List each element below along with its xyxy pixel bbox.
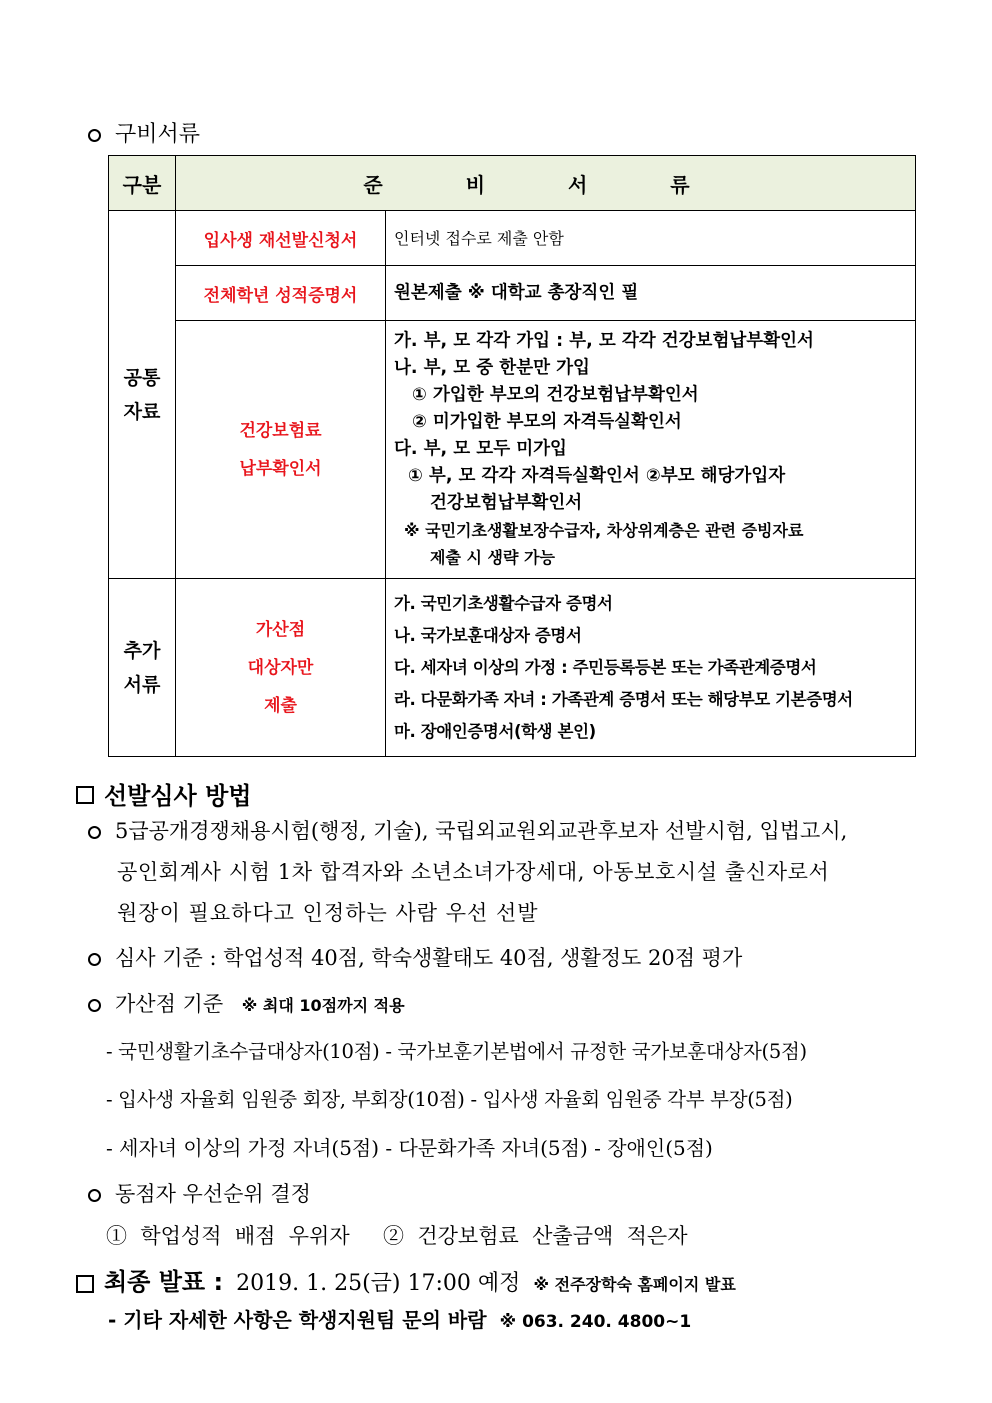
bonus-title: 가산점 기준 ※ 최대 10점까지 적용 (88, 988, 405, 1018)
common-category: 공통 자료 (109, 211, 176, 579)
circle-bullet-icon (88, 129, 101, 142)
checkbox-square-icon (76, 1275, 94, 1293)
bonus-item-3: - 세자녀 이상의 가정 자녀(5점) - 다문화가족 자녀(5점) - 장애인(5점) (106, 1136, 713, 1160)
table-row (109, 266, 916, 321)
required-docs-heading: 구비서류 (88, 117, 200, 148)
circle-bullet-icon (88, 999, 101, 1012)
table-row (109, 579, 916, 757)
priority-line-2: 공인회계사 시험 1차 합격자와 소년소녀가장세대, 아동보호시설 출신자로서 (117, 860, 830, 884)
doc-detail-insurance: 가. 부, 모 각각 가입 : 부, 모 각각 건강보험납부확인서 나. 부, 모 중 한분만 가입 ① 가입한 부모의 건강보험납부확인서 ② 미가입한 부모의 자격득실확인서 다. 부, 모 모두 미가입 ① 부, 모 각각 자격득실확인서 ②부모 해당가입자 건강보험납부확인서 ※ 국민기초생활보장수급자, 차상위계층은 관련 증빙자료 제출 시 생략 가능 (386, 321, 916, 579)
checkbox-square-icon (76, 786, 94, 804)
header-category: 구분 (109, 156, 176, 211)
doc-detail: 인터넷 접수로 제출 안함 (386, 211, 916, 266)
additional-category: 추가 서류 (109, 579, 176, 757)
tie-title: 동점자 우선순위 결정 (88, 1178, 311, 1208)
doc-name-insurance: 건강보험료 납부확인서 (176, 321, 386, 579)
bonus-item-2: - 입사생 자율회 임원중 회장, 부회장(10점) - 입사생 자율회 임원중 각부 부장(5점) (106, 1088, 793, 1111)
bonus-item-1: - 국민생활기초수급대상자(10점) - 국가보훈기본법에서 규정한 국가보훈대상자(5점) (106, 1040, 807, 1063)
required-docs-table (108, 155, 916, 757)
circle-bullet-icon (88, 826, 101, 839)
header-docs: 준 비 서 류 (176, 156, 916, 211)
final-note: ※ 전주장학숙 홈페이지 발표 (533, 1275, 736, 1294)
doc-name-bonus: 가산점 대상자만 제출 (176, 579, 386, 757)
contact-phone: ※ 063. 240. 4800~1 (499, 1312, 692, 1332)
doc-detail-bonus: 가. 국민기초생활수급자 증명서 나. 국가보훈대상자 증명서 다. 세자녀 이상의 가정 : 주민등록등본 또는 가족관계증명서 라. 다문화가족 자녀 : 가족관계 증명서 또는 해당부모 기본증명서 마. 장애인증명서(학생 본인) (386, 579, 916, 757)
contact-line: - 기타 자세한 사항은 학생지원팀 문의 바람 ※ 063. 240. 4800~1 (108, 1308, 692, 1332)
bonus-note: ※ 최대 10점까지 적용 (241, 996, 405, 1015)
final-date: 2019. 1. 25(금) 17:00 예정 (236, 1271, 521, 1296)
doc-detail: 원본제출 ※ 대학교 총장직인 필 (386, 266, 916, 321)
circle-bullet-icon (88, 1189, 101, 1202)
tie-items: ① 학업성적 배점 우위자 ② 건강보험료 산출금액 적은자 (106, 1224, 688, 1248)
doc-name: 전체학년 성적증명서 (176, 266, 386, 321)
criteria-line: 심사 기준 : 학업성적 40점, 학숙생활태도 40점, 생활정도 20점 평가 (88, 942, 742, 972)
table-row (109, 211, 916, 266)
priority-line-1: 5급공개경쟁채용시험(행정, 기술), 국립외교원외교관후보자 선발시험, 입법고시, (88, 815, 847, 845)
priority-line-3: 원장이 필요하다고 인정하는 사람 우선 선발 (117, 901, 539, 925)
circle-bullet-icon (88, 953, 101, 966)
doc-name: 입사생 재선발신청서 (176, 211, 386, 266)
final-announcement: 최종 발표 : 2019. 1. 25(금) 17:00 예정 ※ 전주장학숙 홈페이지 발표 (76, 1262, 736, 1297)
table-header-row (109, 156, 916, 211)
table-row (109, 321, 916, 579)
selection-title: 선발심사 방법 (76, 776, 251, 811)
